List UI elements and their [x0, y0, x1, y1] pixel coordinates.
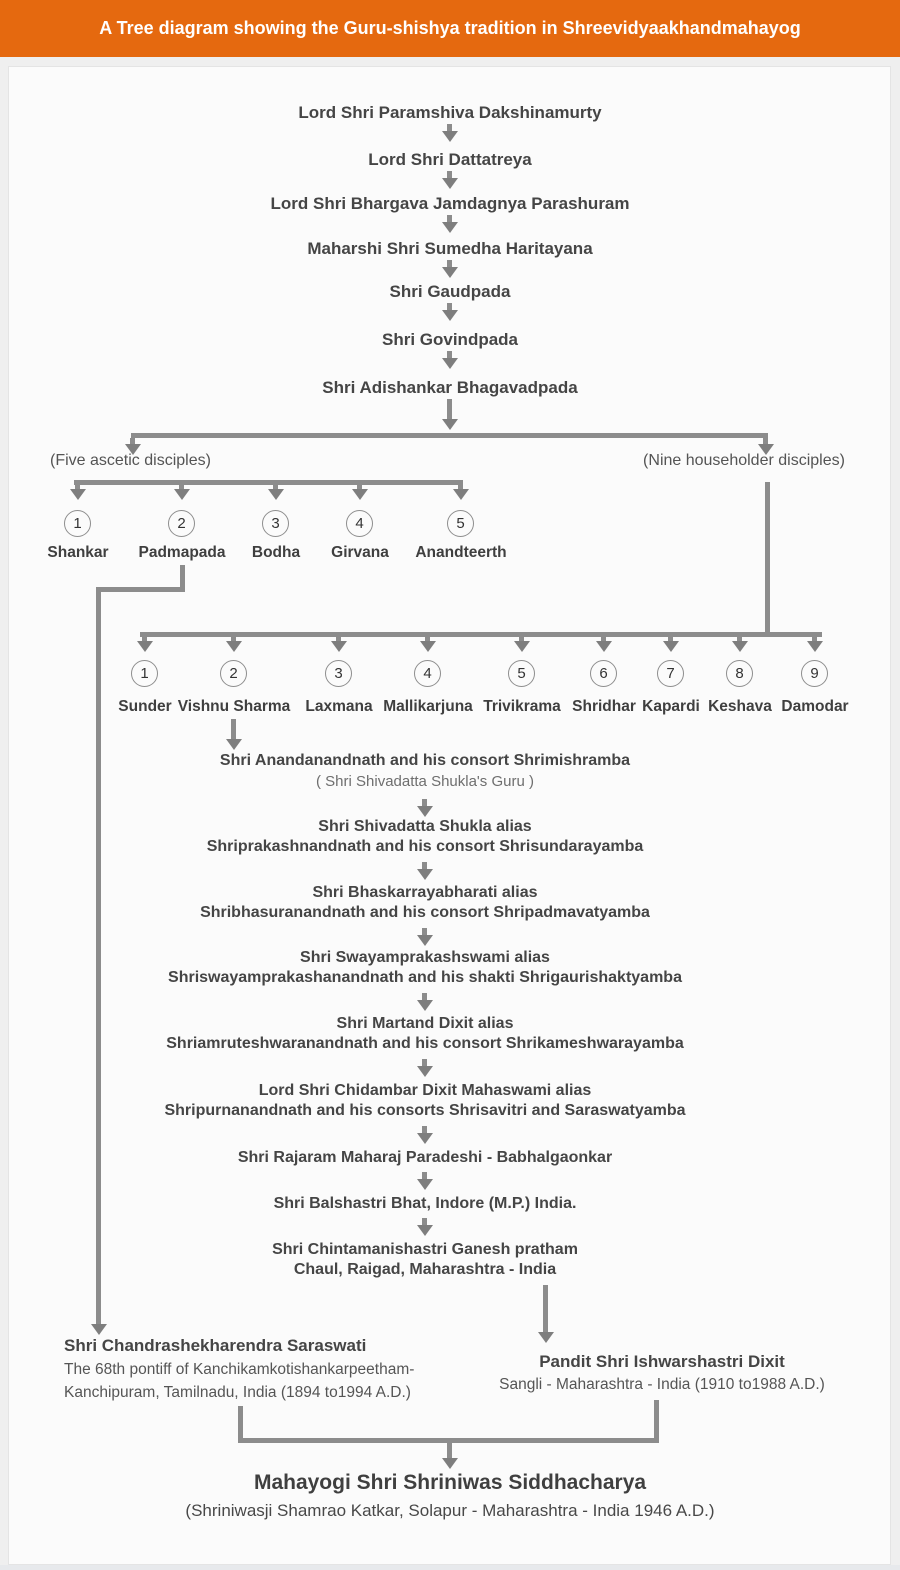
title-bar: [0, 0, 900, 57]
lineage-node: [168, 948, 682, 988]
converge-connector-line: [654, 1400, 659, 1443]
disciple-name: Laxmana: [305, 698, 373, 715]
lineage-node: [274, 1194, 577, 1214]
disciple-name: Shankar: [47, 544, 109, 561]
disciple-name: Damodar: [781, 698, 849, 715]
lineage-node: [238, 1148, 612, 1168]
lineage-node-line2: Shripurnanandnath and his consorts Shrisavitri and Saraswatyamba: [164, 1102, 686, 1119]
disciple-number: 3: [271, 515, 280, 532]
disciple-name: Kapardi: [642, 698, 700, 715]
lineage-node: [272, 1240, 578, 1280]
disciple-number: 8: [735, 665, 744, 682]
down-arrow-icon: [416, 928, 433, 946]
lineage-node-line1: Shri Balshastri Bhat, Indore (M.P.) India.: [273, 1195, 577, 1212]
disciple-number-badge: [262, 510, 289, 537]
disciple-name: Anandteerth: [415, 544, 507, 561]
down-arrow-icon: [441, 260, 458, 278]
down-arrow-icon: [441, 1443, 458, 1469]
lineage-node: Shri Govindpada: [381, 330, 519, 349]
householder-connector-line: [765, 482, 770, 634]
lineage-node-line1: Lord Shri Chidambar Dixit Mahaswami alias: [258, 1082, 592, 1099]
padmapada-connector-line: [96, 587, 101, 1324]
disciple-number: 5: [517, 665, 526, 682]
disciple-name: Shridhar: [572, 698, 636, 715]
disciple-number: 9: [810, 665, 819, 682]
lineage-node-line2: Shriamruteshwaranandnath and his consort Shrikameshwarayamba: [166, 1035, 684, 1052]
footer-strip: [0, 1565, 900, 1570]
lineage-node-line2: Shriprakashnandnath and his consort Shrisundarayamba: [206, 838, 644, 855]
disciple-number: 3: [334, 665, 343, 682]
down-arrow-icon: [416, 1218, 433, 1236]
down-arrow-icon: [225, 637, 242, 652]
disciple-number: 1: [140, 665, 149, 682]
down-arrow-icon: [595, 637, 612, 652]
lineage-node-line1: Shri Martand Dixit alias: [336, 1015, 514, 1032]
lineage-node-line1: Shri Shivadatta Shukla alias: [318, 818, 532, 835]
down-arrow-icon: [662, 637, 679, 652]
down-arrow-icon: [69, 485, 86, 500]
lineage-node: Shri Adishankar Bhagavadpada: [322, 378, 578, 397]
lineage-node: Maharshi Shri Sumedha Haritayana: [307, 239, 593, 258]
down-arrow-icon: [416, 993, 433, 1011]
chintamani-successor-block: [499, 1351, 825, 1396]
disciple-number: 1: [73, 515, 82, 532]
down-arrow-icon: [441, 171, 458, 189]
disciple-number-badge: [64, 510, 91, 537]
down-arrow-icon: [416, 1126, 433, 1144]
disciple-number-badge: [590, 660, 617, 687]
lineage-node: [220, 751, 630, 793]
down-arrow-icon: [416, 799, 433, 817]
disciple-number-badge: [346, 510, 373, 537]
lineage-node: Lord Shri Paramshiva Dakshinamurty: [298, 103, 602, 122]
down-arrow-icon: [136, 637, 153, 652]
lineage-node: [166, 1014, 684, 1054]
disciple-number-badge: [726, 660, 753, 687]
lineage-node-line1: Shri Bhaskarrayabharati alias: [312, 884, 538, 901]
disciple-name: Mallikarjuna: [383, 698, 473, 715]
disciple-number-badge: [168, 510, 195, 537]
successor-title: Pandit Shri Ishwarshastri Dixit: [539, 1352, 785, 1371]
householder-connector-line: [140, 632, 822, 637]
successor-detail: Sangli - Maharashtra - India (1910 to1988 A.D.): [499, 1376, 825, 1393]
down-arrow-icon: [267, 485, 284, 500]
down-arrow-icon: [731, 637, 748, 652]
disciple-name: Padmapada: [138, 544, 226, 561]
lineage-node: Lord Shri Bhargava Jamdagnya Parashuram: [270, 194, 630, 213]
lineage-node: [207, 817, 644, 857]
down-arrow-icon: [441, 215, 458, 233]
down-arrow-icon: [416, 862, 433, 880]
down-arrow-icon: [441, 124, 458, 142]
disciple-name: Vishnu Sharma: [177, 698, 291, 715]
disciple-number-badge: [508, 660, 535, 687]
lineage-node-line2: Shriswayamprakashanandnath and his shakti Shrigaurishaktyamba: [168, 969, 682, 986]
lineage-node-line2: Shribhasuranandnath and his consort Shripadmavatyamba: [200, 904, 650, 921]
lineage-node-line1: Shri Anandanandnath and his consort Shrimishramba: [219, 752, 631, 769]
disciple-number: 4: [355, 515, 364, 532]
disciple-number-badge: [220, 660, 247, 687]
disciple-number-badge: [414, 660, 441, 687]
successor-detail: Kanchipuram, Tamilnadu, India (1894 to1994 A.D.): [64, 1384, 411, 1401]
disciple-name: Trivikrama: [483, 698, 561, 715]
disciple-name: Bodha: [251, 544, 301, 561]
successor-detail: The 68th pontiff of Kanchikamkotishankarpeetham-: [64, 1361, 415, 1378]
lineage-node-line1: Shri Chintamanishastri Ganesh pratham: [272, 1241, 578, 1258]
disciple-number-badge: [325, 660, 352, 687]
successor-title: Shri Chandrashekharendra Saraswati: [64, 1336, 367, 1355]
lineage-node: Lord Shri Dattatreya: [368, 150, 532, 169]
down-arrow-icon: [416, 1172, 433, 1190]
down-arrow-icon: [351, 485, 368, 500]
down-arrow-icon: [537, 1285, 554, 1343]
down-arrow-icon: [441, 351, 458, 369]
lineage-node: [200, 883, 650, 923]
disciple-number: 2: [229, 665, 238, 682]
five-ascetic-disciples-label: (Five ascetic disciples): [50, 452, 211, 469]
disciple-number: 2: [177, 515, 186, 532]
lineage-node-line2: Chaul, Raigad, Maharashtra - India: [293, 1261, 557, 1278]
lineage-node: Shri Gaudpada: [389, 282, 511, 301]
padmapada-successor-block: [64, 1334, 414, 1404]
disciple-number-badge: [657, 660, 684, 687]
branch-connector-line: [131, 433, 768, 438]
disciple-number-badge: [447, 510, 474, 537]
final-successor-detail: (Shriniwasji Shamrao Katkar, Solapur - Maharashtra - India 1946 A.D.): [185, 1501, 715, 1520]
down-arrow-icon: [225, 719, 242, 750]
nine-householder-disciples-label: (Nine householder disciples): [643, 452, 845, 469]
disciple-name: Sunder: [118, 698, 172, 715]
down-arrow-icon: [513, 637, 530, 652]
disciple-number: 4: [423, 665, 432, 682]
lineage-node-line1: Shri Swayamprakashswami alias: [300, 949, 550, 966]
lineage-node-note: ( Shri Shivadatta Shukla's Guru ): [316, 773, 534, 790]
down-arrow-icon: [441, 399, 458, 430]
page-title: A Tree diagram showing the Guru-shishya tradition in Shreevidyaakhandmahayog: [99, 18, 801, 38]
down-arrow-icon: [441, 303, 458, 321]
lineage-node: [164, 1081, 685, 1121]
down-arrow-icon: [330, 637, 347, 652]
disciple-number: 6: [599, 665, 608, 682]
padmapada-connector-line: [96, 587, 185, 592]
down-arrow-icon: [416, 1059, 433, 1077]
final-successor-title: Mahayogi Shri Shriniwas Siddhacharya: [253, 1471, 647, 1494]
disciple-name: Keshava: [708, 698, 772, 715]
down-arrow-icon: [452, 485, 469, 500]
disciple-number-badge: [131, 660, 158, 687]
lineage-node-line1: Shri Rajaram Maharaj Paradeshi - Babhalgaonkar: [237, 1149, 613, 1166]
down-arrow-icon: [806, 637, 823, 652]
down-arrow-icon: [173, 485, 190, 500]
disciple-number: 7: [666, 665, 675, 682]
down-arrow-icon: [419, 637, 436, 652]
disciple-number-badge: [801, 660, 828, 687]
disciple-number: 5: [456, 515, 465, 532]
disciple-name: Girvana: [331, 544, 389, 561]
